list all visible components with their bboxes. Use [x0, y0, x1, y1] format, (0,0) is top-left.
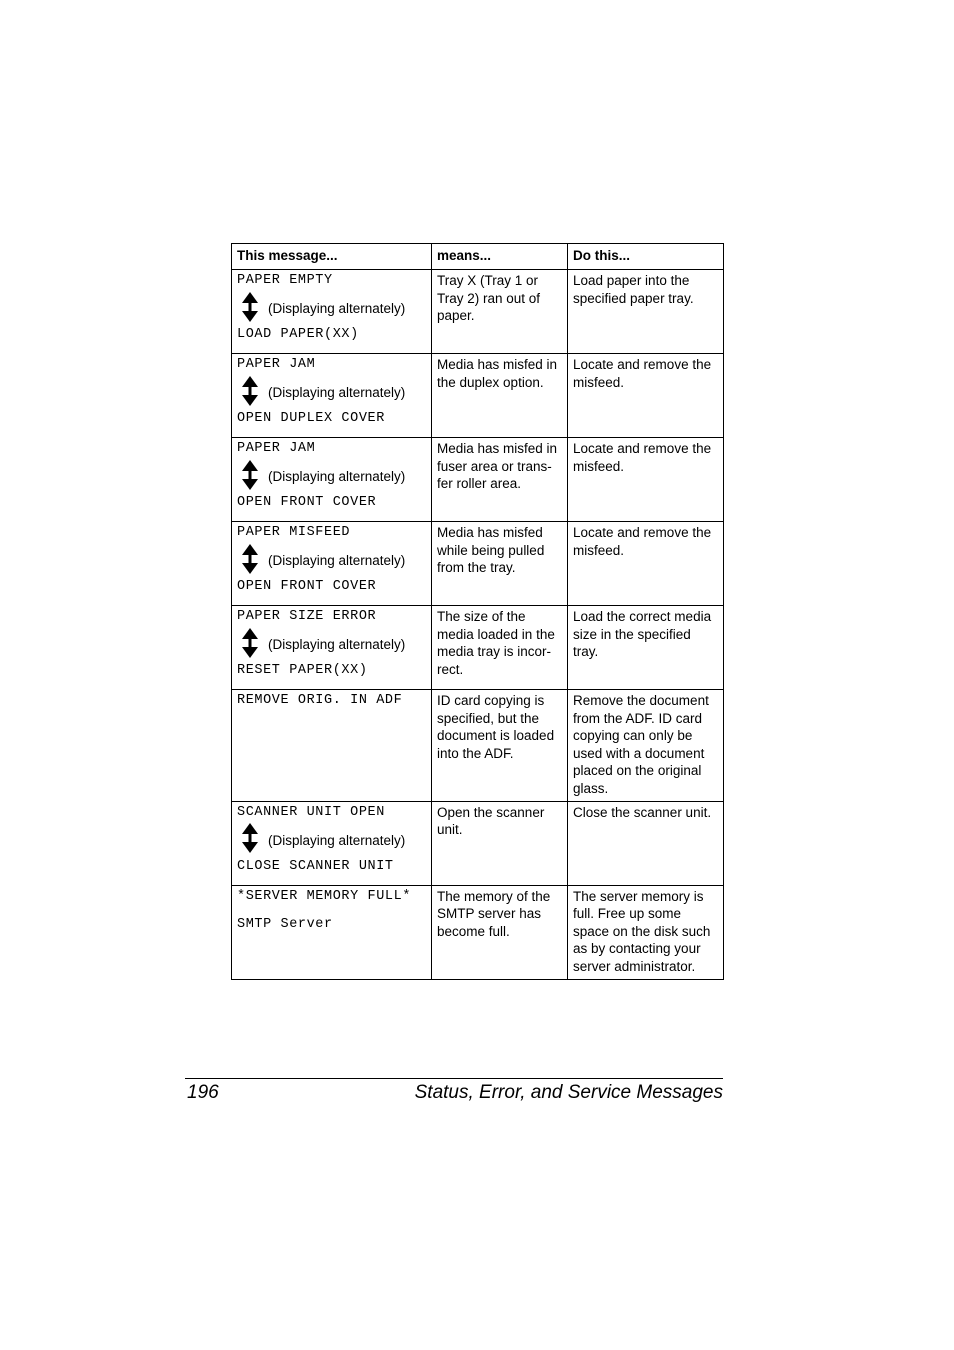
up-down-arrow-icon — [237, 628, 268, 663]
action-cell: Locate and remove the misfeed. — [568, 438, 724, 522]
up-down-arrow-icon — [237, 292, 268, 327]
action-cell: Load paper into the specified paper tray. — [568, 270, 724, 354]
message-line-1: PAPER SIZE ERROR — [237, 609, 377, 624]
message-line-2: CLOSE SCANNER UNIT — [237, 858, 394, 874]
up-down-arrow-icon — [237, 460, 268, 495]
table-row — [232, 270, 724, 354]
alternate-indicator — [237, 826, 427, 856]
message-cell — [232, 354, 432, 438]
alternate-indicator — [237, 546, 427, 576]
message-cell — [232, 801, 432, 885]
message-cell — [232, 885, 432, 979]
message-line-2: OPEN DUPLEX COVER — [237, 411, 385, 426]
table-row — [232, 522, 724, 606]
means-cell: ID card copying is specified, but the document is loaded into the ADF. — [432, 690, 568, 802]
chapter-title: Status, Error, and Service Messages — [414, 1082, 723, 1103]
message-line-1: PAPER MISFEED — [237, 525, 351, 540]
header-action: Do this... — [568, 244, 724, 270]
means-cell: Media has misfed while being pulled from the tray. — [432, 522, 568, 606]
message-line-1: SCANNER UNIT OPEN — [237, 804, 385, 820]
table-row — [232, 885, 724, 979]
alternate-indicator — [237, 294, 427, 324]
means-cell: Media has misfed in the duplex option. — [432, 354, 568, 438]
message-line-2: OPEN FRONT COVER — [237, 579, 377, 594]
means-cell: The size of the media loaded in the media tray is incor-rect. — [432, 606, 568, 690]
up-down-arrow-icon — [237, 376, 268, 411]
messages-table — [231, 243, 724, 980]
message-line-2: SMTP Server — [237, 916, 333, 932]
alternate-note: (Displaying alternately) — [268, 553, 406, 569]
alternate-note: (Displaying alternately) — [268, 385, 406, 401]
message-line-2: OPEN FRONT COVER — [237, 495, 377, 510]
up-down-arrow-icon — [237, 823, 268, 858]
alternate-note: (Displaying alternately) — [268, 637, 406, 653]
means-cell: Open the scanner unit. — [432, 801, 568, 885]
action-cell: The server memory is full. Free up some space on the disk such as by contacting your server administrator. — [568, 885, 724, 979]
message-cell — [232, 270, 432, 354]
up-down-arrow-icon — [237, 544, 268, 579]
page-number: 196 — [187, 1082, 219, 1103]
message-cell — [232, 690, 432, 802]
table-row — [232, 801, 724, 885]
table-header-row — [232, 244, 724, 270]
message-line-1: PAPER EMPTY — [237, 273, 333, 288]
action-cell: Remove the document from the ADF. ID card copying can only be used with a document placed on the original glass. — [568, 690, 724, 802]
header-means: means... — [432, 244, 568, 270]
message-cell — [232, 438, 432, 522]
alternate-note: (Displaying alternately) — [268, 469, 406, 485]
table-row — [232, 354, 724, 438]
alternate-indicator — [237, 462, 427, 492]
alternate-indicator — [237, 630, 427, 660]
table-row — [232, 606, 724, 690]
alternate-note: (Displaying alternately) — [268, 301, 406, 317]
message-line-2: RESET PAPER(XX) — [237, 663, 368, 678]
means-cell: The memory of the SMTP server has become full. — [432, 885, 568, 979]
message-cell — [232, 606, 432, 690]
message-line-1: PAPER JAM — [237, 441, 316, 456]
action-cell: Locate and remove the misfeed. — [568, 522, 724, 606]
message-line-1: REMOVE ORIG. IN ADF — [237, 693, 403, 708]
means-cell: Tray X (Tray 1 or Tray 2) ran out of paper. — [432, 270, 568, 354]
alternate-note: (Displaying alternately) — [268, 832, 406, 848]
table-row — [232, 690, 724, 802]
header-message: This message... — [232, 244, 432, 270]
means-cell: Media has misfed in fuser area or trans-fer roller area. — [432, 438, 568, 522]
message-line-2: LOAD PAPER(XX) — [237, 327, 359, 342]
footer-rule — [185, 1078, 723, 1079]
table-row — [232, 438, 724, 522]
message-line-1: *SERVER MEMORY FULL* — [237, 888, 412, 904]
action-cell: Close the scanner unit. — [568, 801, 724, 885]
message-line-1: PAPER JAM — [237, 357, 316, 372]
alternate-indicator — [237, 378, 427, 408]
message-cell — [232, 522, 432, 606]
action-cell: Load the correct media size in the specified tray. — [568, 606, 724, 690]
action-cell: Locate and remove the misfeed. — [568, 354, 724, 438]
